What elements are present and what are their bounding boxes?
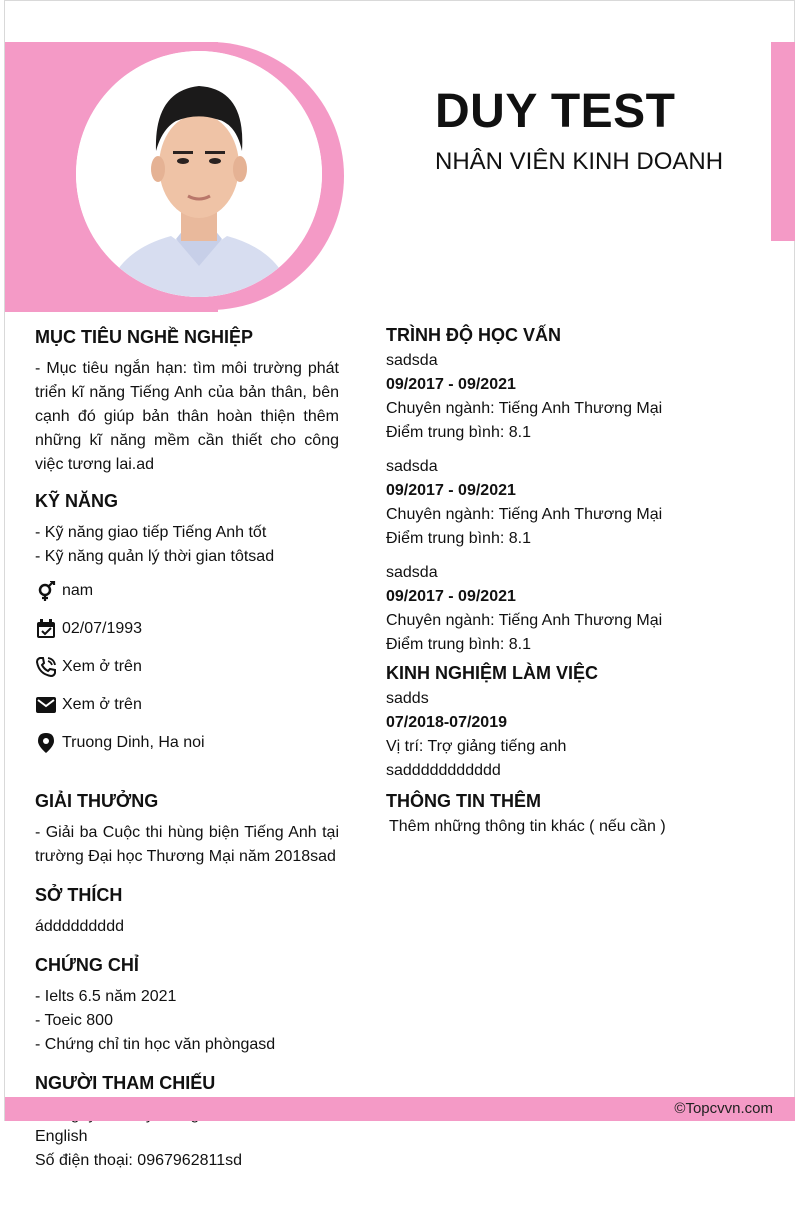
school-name: sadsda: [386, 352, 438, 369]
right-column: [386, 323, 776, 839]
header-right-accent: [771, 42, 795, 241]
list-item: - Kỹ năng giao tiếp Tiếng Anh tốt: [35, 524, 267, 541]
gender-value: nam: [62, 582, 94, 599]
location-icon: [35, 732, 57, 754]
certificates-heading: CHỨNG CHỈ: [35, 955, 139, 975]
awards-section: [35, 789, 339, 869]
extra-text: Thêm những thông tin khác ( nếu cần ): [389, 818, 666, 835]
hobbies-heading: SỞ THÍCH: [35, 885, 123, 905]
birthday-value: 02/07/1993: [62, 620, 143, 637]
education-gpa: Điểm trung bình: 8.1: [386, 636, 531, 653]
objective-text: - Mục tiêu ngắn hạn: tìm môi trường phát triển kĩ năng Tiếng Anh của bản thân, bên cạnh đó giúp bản thân hoàn thiện thêm những kĩ năng mềm cần thiết cho công việc tương lai.ad: [35, 360, 339, 473]
footer-credit[interactable]: ©Topcvvn.com: [674, 1100, 773, 1117]
experience-period: 07/2018-07/2019: [386, 714, 507, 731]
phone-icon: [35, 656, 57, 678]
awards-heading: GIẢI THƯỞNG: [35, 791, 159, 811]
education-major: Chuyên ngành: Tiếng Anh Thương Mại: [386, 400, 663, 417]
avatar-photo: [76, 51, 322, 297]
school-name: sadsda: [386, 458, 438, 475]
info-birthday: [35, 610, 339, 648]
experience-position: Vị trí: Trợ giảng tiếng anh: [386, 738, 567, 755]
education-item: [386, 455, 776, 551]
company-name: sadds: [386, 690, 429, 707]
experience-heading: KINH NGHIỆM LÀM VIỆC: [386, 663, 599, 683]
objective-heading: MỤC TIÊU NGHỀ NGHIỆP: [35, 327, 254, 347]
references-heading: NGƯỜI THAM CHIẾU: [35, 1073, 216, 1093]
calendar-icon: [35, 618, 57, 640]
experience-description: saddddddddddd: [386, 762, 501, 779]
education-period: 09/2017 - 09/2021: [386, 588, 516, 605]
list-item: - Toeic 800: [35, 1012, 113, 1029]
education-gpa: Điểm trung bình: 8.1: [386, 530, 531, 547]
gender-icon: [35, 580, 57, 602]
info-address: [35, 724, 339, 762]
email-icon: [35, 694, 57, 716]
personal-info: [35, 572, 339, 762]
education-heading: TRÌNH ĐỘ HỌC VẤN: [386, 325, 561, 345]
education-gpa: Điểm trung bình: 8.1: [386, 424, 531, 441]
info-phone: [35, 648, 339, 686]
info-gender: [35, 572, 339, 610]
education-major: Chuyên ngành: Tiếng Anh Thương Mại: [386, 506, 663, 523]
list-item: - Ielts 6.5 năm 2021: [35, 988, 177, 1005]
email-value: Xem ở trên: [62, 696, 142, 713]
education-item: [386, 561, 776, 657]
school-name: sadsda: [386, 564, 438, 581]
education-item: [386, 349, 776, 445]
certificates-section: [35, 953, 339, 1057]
candidate-name: DUY TEST: [435, 85, 676, 138]
hobbies-section: [35, 883, 339, 939]
reference-line: English: [35, 1128, 88, 1145]
skills-section: [35, 489, 339, 569]
phone-value: Xem ở trên: [62, 658, 142, 675]
job-title: NHÂN VIÊN KINH DOANH: [435, 148, 724, 175]
skills-heading: KỸ NĂNG: [35, 491, 119, 511]
left-column: [35, 325, 339, 1127]
reference-phone: Số điện thoại: 0967962811sd: [35, 1152, 242, 1169]
hobbies-text: áddddddddd: [35, 918, 124, 935]
experience-item: [386, 687, 776, 783]
education-period: 09/2017 - 09/2021: [386, 376, 516, 393]
list-item: - Kỹ năng quản lý thời gian tôtsad: [35, 548, 275, 565]
address-value: Truong Dinh, Ha noi: [62, 734, 205, 751]
extra-heading: THÔNG TIN THÊM: [386, 791, 541, 811]
education-period: 09/2017 - 09/2021: [386, 482, 516, 499]
list-item: - Chứng chỉ tin học văn phòngasd: [35, 1036, 276, 1053]
objective-section: [35, 325, 339, 477]
info-email: [35, 686, 339, 724]
awards-text: - Giải ba Cuộc thi hùng biện Tiếng Anh tại trường Đại học Thương Mại năm 2018sad: [35, 824, 339, 865]
avatar: [76, 51, 322, 297]
reference-overflow: [35, 1125, 242, 1173]
education-major: Chuyên ngành: Tiếng Anh Thương Mại: [386, 612, 663, 629]
